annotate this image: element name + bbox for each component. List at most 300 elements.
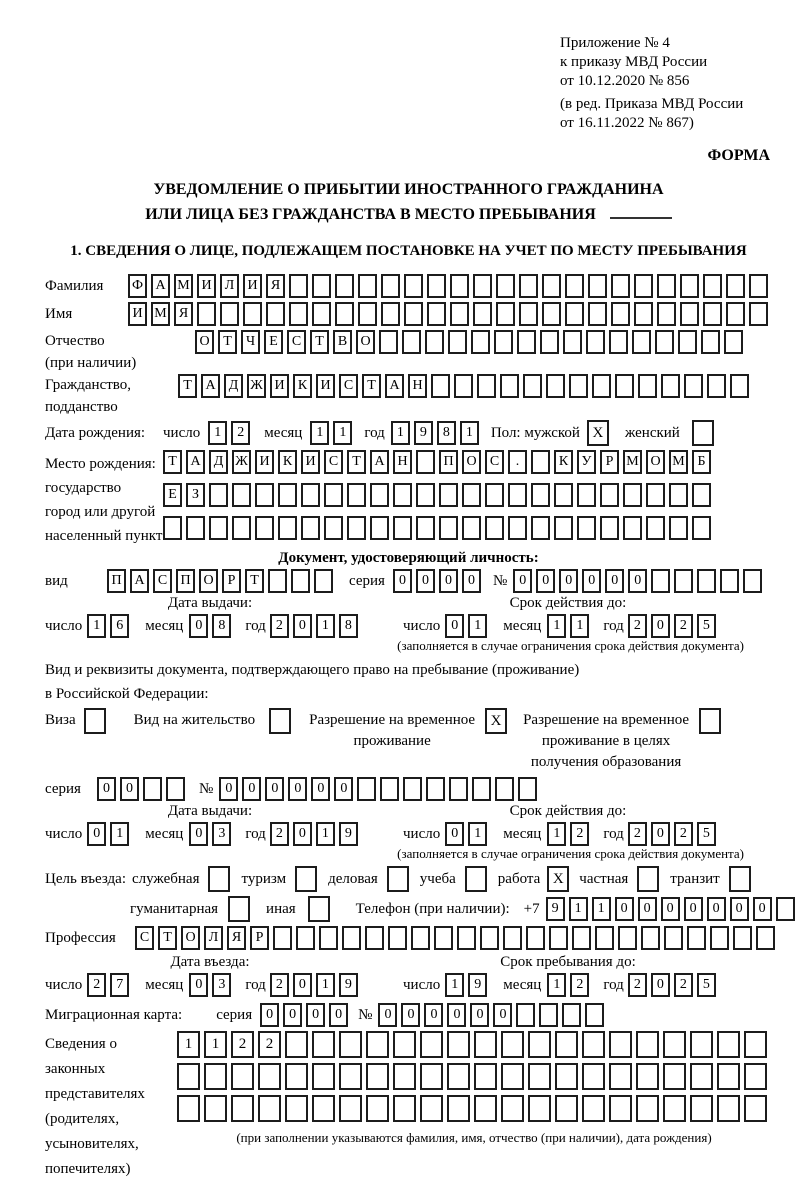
char-cell[interactable]	[381, 302, 400, 326]
char-cell[interactable]	[701, 330, 720, 354]
char-cell[interactable]	[569, 374, 588, 398]
char-cell[interactable]	[366, 1063, 389, 1090]
char-cell[interactable]: 0	[730, 897, 749, 921]
char-cell[interactable]: О	[646, 450, 665, 474]
char-cell[interactable]	[562, 1003, 581, 1027]
char-cell[interactable]: Т	[178, 374, 197, 398]
char-cell[interactable]: 2	[231, 1031, 254, 1058]
char-cell[interactable]: 0	[288, 777, 307, 801]
char-cell[interactable]	[646, 516, 665, 540]
char-cell[interactable]: Р	[222, 569, 241, 593]
char-cell[interactable]: 0	[582, 569, 601, 593]
char-cell[interactable]	[519, 302, 538, 326]
char-cell[interactable]: 1	[87, 614, 106, 638]
char-cell[interactable]: И	[255, 450, 274, 474]
char-cell[interactable]: 2	[628, 822, 647, 846]
char-cell[interactable]	[416, 516, 435, 540]
char-cell[interactable]	[680, 302, 699, 326]
char-cell[interactable]	[600, 516, 619, 540]
char-cell[interactable]: 0	[189, 614, 208, 638]
char-cell[interactable]	[646, 483, 665, 507]
char-cell[interactable]	[687, 926, 706, 950]
char-cell[interactable]	[231, 1063, 254, 1090]
char-cell[interactable]: 8	[339, 614, 358, 638]
char-cell[interactable]	[661, 374, 680, 398]
char-cell[interactable]	[204, 1095, 227, 1122]
char-cell[interactable]	[420, 1095, 443, 1122]
char-cell[interactable]	[402, 330, 421, 354]
char-cell[interactable]	[609, 330, 628, 354]
char-cell[interactable]	[447, 1031, 470, 1058]
char-cell[interactable]: 0	[638, 897, 657, 921]
char-cell[interactable]: А	[370, 450, 389, 474]
char-cell[interactable]: 0	[753, 897, 772, 921]
char-cell[interactable]	[427, 302, 446, 326]
char-cell[interactable]	[756, 926, 775, 950]
temp-permit-edu-checkbox[interactable]	[699, 708, 721, 734]
char-cell[interactable]: 0	[97, 777, 116, 801]
purpose-study-checkbox[interactable]	[465, 866, 487, 892]
char-cell[interactable]: 0	[242, 777, 261, 801]
char-cell[interactable]	[462, 516, 481, 540]
char-cell[interactable]	[744, 1063, 767, 1090]
char-cell[interactable]	[501, 1095, 524, 1122]
char-cell[interactable]: 0	[334, 777, 353, 801]
purpose-other-checkbox[interactable]	[308, 896, 330, 922]
char-cell[interactable]	[636, 1063, 659, 1090]
char-cell[interactable]	[339, 1095, 362, 1122]
char-cell[interactable]	[319, 926, 338, 950]
char-cell[interactable]	[448, 330, 467, 354]
char-cell[interactable]	[177, 1063, 200, 1090]
char-cell[interactable]	[312, 274, 331, 298]
char-cell[interactable]: Б	[692, 450, 711, 474]
char-cell[interactable]: 7	[110, 973, 129, 997]
char-cell[interactable]	[690, 1063, 713, 1090]
char-cell[interactable]	[457, 926, 476, 950]
char-cell[interactable]	[324, 516, 343, 540]
char-cell[interactable]: 0	[605, 569, 624, 593]
char-cell[interactable]	[664, 926, 683, 950]
char-cell[interactable]	[358, 274, 377, 298]
char-cell[interactable]	[285, 1031, 308, 1058]
char-cell[interactable]	[528, 1095, 551, 1122]
char-cell[interactable]	[651, 569, 670, 593]
char-cell[interactable]: 0	[661, 897, 680, 921]
char-cell[interactable]	[312, 1031, 335, 1058]
char-cell[interactable]: 0	[707, 897, 726, 921]
char-cell[interactable]	[707, 374, 726, 398]
char-cell[interactable]	[496, 302, 515, 326]
char-cell[interactable]	[301, 483, 320, 507]
char-cell[interactable]	[623, 483, 642, 507]
char-cell[interactable]	[388, 926, 407, 950]
char-cell[interactable]: 0	[445, 614, 464, 638]
char-cell[interactable]	[358, 302, 377, 326]
char-cell[interactable]	[366, 1095, 389, 1122]
char-cell[interactable]	[726, 302, 745, 326]
char-cell[interactable]: Т	[218, 330, 237, 354]
char-cell[interactable]	[508, 516, 527, 540]
char-cell[interactable]	[431, 374, 450, 398]
char-cell[interactable]	[291, 569, 310, 593]
char-cell[interactable]	[565, 302, 584, 326]
residence-permit-checkbox[interactable]	[269, 708, 291, 734]
char-cell[interactable]	[609, 1063, 632, 1090]
char-cell[interactable]: К	[293, 374, 312, 398]
char-cell[interactable]	[730, 374, 749, 398]
char-cell[interactable]	[177, 1095, 200, 1122]
char-cell[interactable]: 0	[462, 569, 481, 593]
char-cell[interactable]	[454, 374, 473, 398]
char-cell[interactable]	[663, 1031, 686, 1058]
char-cell[interactable]	[411, 926, 430, 950]
char-cell[interactable]	[508, 483, 527, 507]
char-cell[interactable]	[555, 1095, 578, 1122]
char-cell[interactable]: Е	[163, 483, 182, 507]
char-cell[interactable]	[255, 483, 274, 507]
char-cell[interactable]	[611, 302, 630, 326]
char-cell[interactable]	[166, 777, 185, 801]
char-cell[interactable]	[339, 1063, 362, 1090]
char-cell[interactable]	[485, 516, 504, 540]
char-cell[interactable]	[588, 302, 607, 326]
char-cell[interactable]	[312, 1063, 335, 1090]
char-cell[interactable]: А	[151, 274, 170, 298]
char-cell[interactable]	[582, 1095, 605, 1122]
purpose-transit-checkbox[interactable]	[729, 866, 751, 892]
char-cell[interactable]: .	[508, 450, 527, 474]
char-cell[interactable]	[495, 777, 514, 801]
char-cell[interactable]	[690, 1031, 713, 1058]
char-cell[interactable]	[697, 569, 716, 593]
char-cell[interactable]	[582, 1063, 605, 1090]
char-cell[interactable]	[278, 483, 297, 507]
char-cell[interactable]	[528, 1063, 551, 1090]
char-cell[interactable]	[526, 926, 545, 950]
char-cell[interactable]	[710, 926, 729, 950]
char-cell[interactable]	[539, 1003, 558, 1027]
char-cell[interactable]: У	[577, 450, 596, 474]
char-cell[interactable]: 0	[306, 1003, 325, 1027]
char-cell[interactable]: 0	[447, 1003, 466, 1027]
char-cell[interactable]	[549, 926, 568, 950]
char-cell[interactable]: Л	[220, 274, 239, 298]
char-cell[interactable]	[503, 926, 522, 950]
char-cell[interactable]	[268, 569, 287, 593]
char-cell[interactable]	[632, 330, 651, 354]
char-cell[interactable]	[669, 516, 688, 540]
char-cell[interactable]: 1	[547, 822, 566, 846]
char-cell[interactable]	[285, 1063, 308, 1090]
char-cell[interactable]: 1	[333, 421, 352, 445]
char-cell[interactable]	[611, 274, 630, 298]
char-cell[interactable]	[472, 777, 491, 801]
char-cell[interactable]	[542, 274, 561, 298]
char-cell[interactable]: 1	[570, 614, 589, 638]
char-cell[interactable]	[462, 483, 481, 507]
char-cell[interactable]: Т	[245, 569, 264, 593]
char-cell[interactable]: С	[287, 330, 306, 354]
char-cell[interactable]: Т	[158, 926, 177, 950]
char-cell[interactable]: А	[201, 374, 220, 398]
char-cell[interactable]	[258, 1063, 281, 1090]
char-cell[interactable]	[554, 516, 573, 540]
char-cell[interactable]: И	[316, 374, 335, 398]
char-cell[interactable]	[634, 274, 653, 298]
char-cell[interactable]	[439, 516, 458, 540]
char-cell[interactable]: 1	[208, 421, 227, 445]
char-cell[interactable]: 1	[445, 973, 464, 997]
char-cell[interactable]	[680, 274, 699, 298]
char-cell[interactable]: П	[176, 569, 195, 593]
char-cell[interactable]: С	[324, 450, 343, 474]
char-cell[interactable]	[494, 330, 513, 354]
char-cell[interactable]	[516, 1003, 535, 1027]
char-cell[interactable]	[473, 302, 492, 326]
temp-permit-checkbox[interactable]: X	[485, 708, 507, 734]
char-cell[interactable]	[301, 516, 320, 540]
char-cell[interactable]	[447, 1095, 470, 1122]
char-cell[interactable]	[447, 1063, 470, 1090]
char-cell[interactable]	[232, 483, 251, 507]
char-cell[interactable]	[540, 330, 559, 354]
char-cell[interactable]	[501, 1031, 524, 1058]
char-cell[interactable]: И	[197, 274, 216, 298]
char-cell[interactable]: 0	[219, 777, 238, 801]
char-cell[interactable]: 9	[414, 421, 433, 445]
char-cell[interactable]	[655, 330, 674, 354]
char-cell[interactable]: 0	[416, 569, 435, 593]
char-cell[interactable]: М	[623, 450, 642, 474]
char-cell[interactable]	[703, 274, 722, 298]
char-cell[interactable]	[674, 569, 693, 593]
char-cell[interactable]: 0	[559, 569, 578, 593]
char-cell[interactable]: 5	[697, 822, 716, 846]
char-cell[interactable]: 2	[258, 1031, 281, 1058]
char-cell[interactable]	[370, 516, 389, 540]
char-cell[interactable]: Ч	[241, 330, 260, 354]
purpose-official-checkbox[interactable]	[208, 866, 230, 892]
char-cell[interactable]: 0	[615, 897, 634, 921]
char-cell[interactable]: 0	[293, 822, 312, 846]
char-cell[interactable]: 0	[283, 1003, 302, 1027]
char-cell[interactable]	[473, 274, 492, 298]
char-cell[interactable]: 6	[110, 614, 129, 638]
char-cell[interactable]: О	[181, 926, 200, 950]
char-cell[interactable]: 1	[316, 973, 335, 997]
char-cell[interactable]: С	[135, 926, 154, 950]
char-cell[interactable]	[776, 897, 795, 921]
char-cell[interactable]	[296, 926, 315, 950]
char-cell[interactable]	[342, 926, 361, 950]
char-cell[interactable]: Ж	[247, 374, 266, 398]
char-cell[interactable]: Я	[227, 926, 246, 950]
char-cell[interactable]	[427, 274, 446, 298]
char-cell[interactable]	[231, 1095, 254, 1122]
char-cell[interactable]	[480, 926, 499, 950]
char-cell[interactable]: 2	[270, 973, 289, 997]
char-cell[interactable]	[690, 1095, 713, 1122]
char-cell[interactable]: М	[151, 302, 170, 326]
char-cell[interactable]: 9	[546, 897, 565, 921]
sex-male-checkbox[interactable]: X	[587, 420, 609, 446]
char-cell[interactable]	[335, 302, 354, 326]
char-cell[interactable]	[450, 274, 469, 298]
purpose-tourism-checkbox[interactable]	[295, 866, 317, 892]
char-cell[interactable]	[485, 483, 504, 507]
char-cell[interactable]	[381, 274, 400, 298]
char-cell[interactable]	[404, 302, 423, 326]
char-cell[interactable]	[609, 1095, 632, 1122]
char-cell[interactable]: 0	[189, 973, 208, 997]
char-cell[interactable]	[744, 1095, 767, 1122]
char-cell[interactable]: М	[174, 274, 193, 298]
char-cell[interactable]	[312, 1095, 335, 1122]
char-cell[interactable]: Р	[250, 926, 269, 950]
char-cell[interactable]: 5	[697, 614, 716, 638]
char-cell[interactable]: 0	[329, 1003, 348, 1027]
char-cell[interactable]: 1	[547, 973, 566, 997]
char-cell[interactable]	[197, 302, 216, 326]
char-cell[interactable]: 0	[536, 569, 555, 593]
char-cell[interactable]	[565, 274, 584, 298]
char-cell[interactable]: 1	[460, 421, 479, 445]
char-cell[interactable]	[474, 1095, 497, 1122]
char-cell[interactable]	[546, 374, 565, 398]
char-cell[interactable]	[657, 302, 676, 326]
char-cell[interactable]: 2	[570, 822, 589, 846]
purpose-private-checkbox[interactable]	[637, 866, 659, 892]
char-cell[interactable]	[365, 926, 384, 950]
char-cell[interactable]	[273, 926, 292, 950]
char-cell[interactable]	[554, 483, 573, 507]
char-cell[interactable]	[416, 450, 435, 474]
char-cell[interactable]: 3	[212, 822, 231, 846]
char-cell[interactable]: 5	[697, 973, 716, 997]
char-cell[interactable]	[471, 330, 490, 354]
char-cell[interactable]: 9	[339, 822, 358, 846]
char-cell[interactable]	[393, 516, 412, 540]
char-cell[interactable]: 0	[513, 569, 532, 593]
char-cell[interactable]	[204, 1063, 227, 1090]
char-cell[interactable]: 2	[231, 421, 250, 445]
char-cell[interactable]: 3	[212, 973, 231, 997]
char-cell[interactable]	[420, 1063, 443, 1090]
char-cell[interactable]: 1	[569, 897, 588, 921]
char-cell[interactable]: Н	[393, 450, 412, 474]
char-cell[interactable]	[335, 274, 354, 298]
char-cell[interactable]	[542, 302, 561, 326]
char-cell[interactable]: 2	[674, 614, 693, 638]
char-cell[interactable]: 0	[120, 777, 139, 801]
char-cell[interactable]: 9	[339, 973, 358, 997]
char-cell[interactable]: Я	[174, 302, 193, 326]
char-cell[interactable]: П	[107, 569, 126, 593]
char-cell[interactable]	[450, 302, 469, 326]
char-cell[interactable]: Т	[163, 450, 182, 474]
char-cell[interactable]	[720, 569, 739, 593]
char-cell[interactable]: 0	[401, 1003, 420, 1027]
char-cell[interactable]	[517, 330, 536, 354]
char-cell[interactable]	[717, 1063, 740, 1090]
char-cell[interactable]	[531, 450, 550, 474]
char-cell[interactable]	[312, 302, 331, 326]
char-cell[interactable]	[669, 483, 688, 507]
char-cell[interactable]: 0	[293, 973, 312, 997]
char-cell[interactable]: 8	[437, 421, 456, 445]
char-cell[interactable]	[726, 274, 745, 298]
char-cell[interactable]: Ф	[128, 274, 147, 298]
char-cell[interactable]: 2	[674, 822, 693, 846]
char-cell[interactable]	[638, 374, 657, 398]
char-cell[interactable]	[314, 569, 333, 593]
char-cell[interactable]: 0	[651, 973, 670, 997]
char-cell[interactable]	[518, 777, 537, 801]
char-cell[interactable]: П	[439, 450, 458, 474]
char-cell[interactable]: 2	[628, 614, 647, 638]
char-cell[interactable]	[663, 1095, 686, 1122]
char-cell[interactable]	[663, 1063, 686, 1090]
char-cell[interactable]	[404, 274, 423, 298]
char-cell[interactable]: 9	[468, 973, 487, 997]
char-cell[interactable]: 0	[424, 1003, 443, 1027]
char-cell[interactable]	[555, 1063, 578, 1090]
char-cell[interactable]: О	[195, 330, 214, 354]
char-cell[interactable]: 8	[212, 614, 231, 638]
char-cell[interactable]	[163, 516, 182, 540]
visa-checkbox[interactable]	[84, 708, 106, 734]
char-cell[interactable]: 1	[177, 1031, 200, 1058]
char-cell[interactable]: Л	[204, 926, 223, 950]
char-cell[interactable]	[588, 274, 607, 298]
char-cell[interactable]: И	[301, 450, 320, 474]
char-cell[interactable]: 0	[311, 777, 330, 801]
char-cell[interactable]: 1	[468, 822, 487, 846]
char-cell[interactable]: 2	[674, 973, 693, 997]
char-cell[interactable]	[523, 374, 542, 398]
char-cell[interactable]	[416, 483, 435, 507]
char-cell[interactable]	[243, 302, 262, 326]
char-cell[interactable]: 0	[651, 614, 670, 638]
char-cell[interactable]: А	[385, 374, 404, 398]
char-cell[interactable]	[289, 302, 308, 326]
char-cell[interactable]: 1	[468, 614, 487, 638]
char-cell[interactable]	[733, 926, 752, 950]
char-cell[interactable]	[324, 483, 343, 507]
char-cell[interactable]: И	[243, 274, 262, 298]
char-cell[interactable]: 0	[393, 569, 412, 593]
char-cell[interactable]	[255, 516, 274, 540]
char-cell[interactable]	[370, 483, 389, 507]
char-cell[interactable]: Н	[408, 374, 427, 398]
char-cell[interactable]	[600, 483, 619, 507]
char-cell[interactable]	[220, 302, 239, 326]
char-cell[interactable]	[609, 1031, 632, 1058]
char-cell[interactable]: Д	[209, 450, 228, 474]
char-cell[interactable]	[501, 1063, 524, 1090]
char-cell[interactable]	[474, 1063, 497, 1090]
char-cell[interactable]	[339, 1031, 362, 1058]
char-cell[interactable]	[477, 374, 496, 398]
char-cell[interactable]	[393, 1063, 416, 1090]
char-cell[interactable]: 1	[547, 614, 566, 638]
char-cell[interactable]: 0	[628, 569, 647, 593]
char-cell[interactable]: Е	[264, 330, 283, 354]
char-cell[interactable]: О	[462, 450, 481, 474]
char-cell[interactable]: 1	[391, 421, 410, 445]
char-cell[interactable]	[595, 926, 614, 950]
